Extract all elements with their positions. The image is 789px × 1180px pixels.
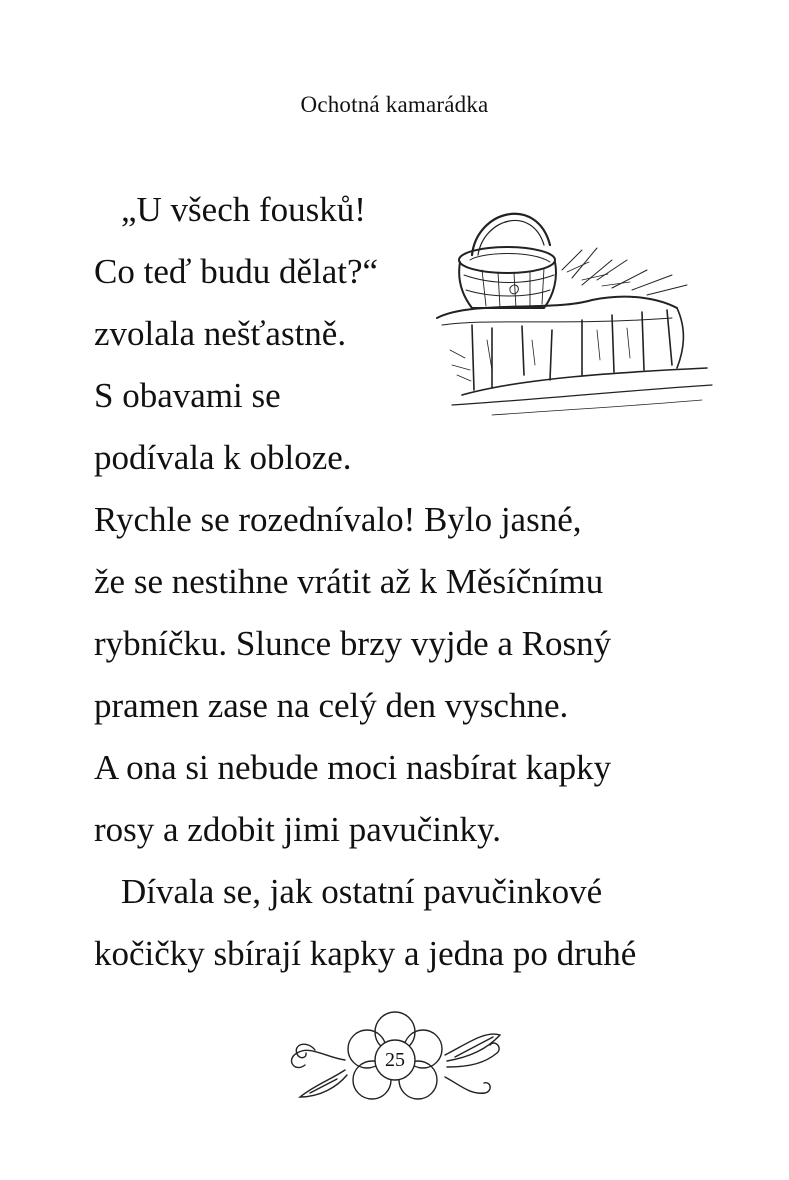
text-line: podívala k obloze.	[94, 438, 352, 477]
text-line: Co teď budu dělat?“	[94, 252, 379, 291]
text-line: Rychle se rozednívalo! Bylo jasné,	[94, 500, 582, 539]
text-line: rosy a zdobit jimi pavučinky.	[94, 810, 501, 849]
text-line: pramen zase na celý den vyschne.	[94, 686, 569, 725]
text-line: rybníčku. Slunce brzy vyjde a Rosný	[94, 624, 612, 663]
text-line: Dívala se, jak ostatní pavučinkové	[121, 872, 603, 911]
text-line: kočičky sbírají kapky a jedna po druhé	[94, 934, 637, 973]
text-line: zvolala nešťastně.	[94, 314, 347, 353]
text-line: že se nestihne vrátit až k Měsíčnímu	[94, 562, 604, 601]
text-line: S obavami se	[94, 376, 281, 415]
basket-on-rock-illustration	[432, 200, 722, 430]
running-header: Ochotná kamarádka	[300, 92, 489, 117]
page-number: 25	[385, 1049, 405, 1071]
text-line: A ona si nebude moci nasbírat kapky	[94, 748, 612, 787]
text-line: „U všech fousků!	[121, 190, 366, 229]
